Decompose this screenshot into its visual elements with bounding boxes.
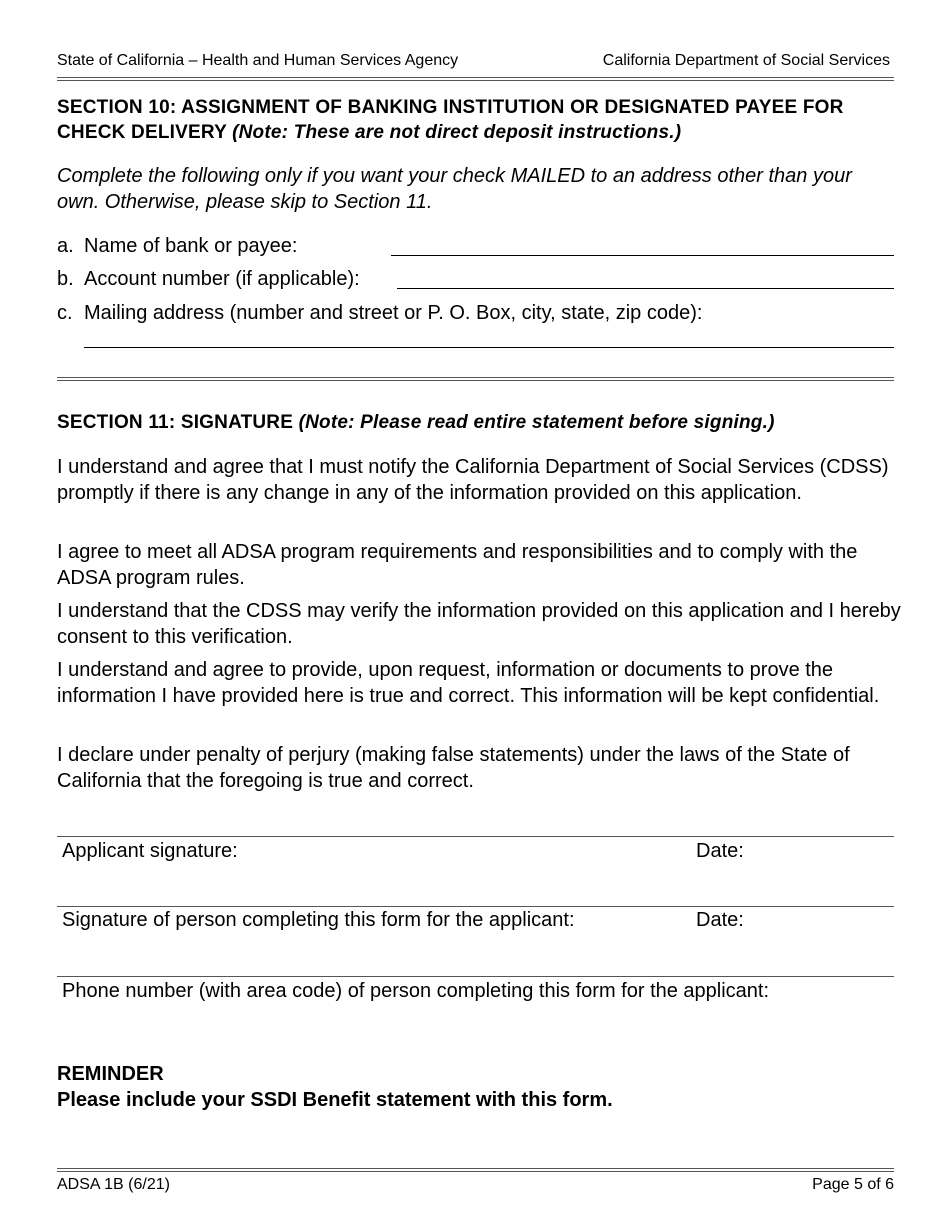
bank-name-input-line[interactable] [391, 255, 894, 256]
section-10-title [57, 95, 897, 145]
section-10-title-text: SECTION 10: ASSIGNMENT OF BANKING INSTITUTION OR DESIGNATED PAYEE FOR CHECK DELIVERY [57, 97, 844, 143]
mailing-address-label: Mailing address (number and street or P. O. Box, city, state, zip code): [84, 302, 703, 324]
header-agency: State of California – Health and Human Services Agency [57, 52, 459, 69]
signature-row-rule [57, 836, 894, 837]
section-10-note: (Note: These are not direct deposit instructions.) [232, 122, 682, 143]
preparer-signature-field[interactable] [57, 932, 687, 974]
signature-row-rule [57, 906, 894, 907]
field-a-marker: a. [57, 235, 74, 257]
preparer-phone-field[interactable] [57, 1004, 894, 1044]
footer-page-number: Page 5 of 6 [812, 1176, 894, 1193]
section-11-note: (Note: Please read entire statement before signing.) [298, 412, 775, 433]
preparer-signature-label: Signature of person completing this form for the applicant: [62, 909, 575, 931]
account-number-label: Account number (if applicable): [84, 268, 360, 290]
applicant-date-field[interactable] [696, 862, 894, 904]
section-11-title-text: SECTION 11: SIGNATURE [57, 412, 294, 433]
reminder-text: Please include your SSDI Benefit statement with this form. [57, 1089, 613, 1111]
preparer-phone-label: Phone number (with area code) of person completing this form for the applicant: [62, 980, 770, 1002]
section-divider [57, 377, 894, 381]
signature-row-rule [57, 976, 894, 977]
footer-form-id: ADSA 1B (6/21) [57, 1176, 170, 1193]
preparer-date-field[interactable] [696, 932, 894, 974]
statement-paragraph: I understand that the CDSS may verify the information provided on this application and I hereby consent to this verification. [57, 600, 901, 648]
mailing-address-input-line[interactable] [84, 347, 894, 348]
section-10-intro: Complete the following only if you want your check MAILED to an address other than your own. Otherwise, please skip to Section 11. [57, 165, 852, 213]
header-divider [57, 77, 894, 81]
applicant-date-label: Date: [696, 840, 744, 862]
statement-paragraph: I understand and agree to provide, upon request, information or documents to prove the information I have provided here is true and correct. This information will be kept confidential. [57, 659, 880, 707]
field-c-marker: c. [57, 302, 73, 324]
field-b-marker: b. [57, 268, 74, 290]
section-11-title [57, 410, 897, 435]
applicant-signature-field[interactable] [57, 862, 687, 904]
reminder-heading: REMINDER [57, 1063, 164, 1085]
statement-paragraph: I agree to meet all ADSA program requirements and responsibilities and to comply with the ADSA program rules. [57, 541, 858, 589]
account-number-input-line[interactable] [397, 288, 894, 289]
footer-divider [57, 1168, 894, 1172]
applicant-signature-label: Applicant signature: [62, 840, 238, 862]
bank-name-label: Name of bank or payee: [84, 235, 298, 257]
statement-paragraph: I understand and agree that I must notify the California Department of Social Services (CDSS) promptly if there is any change in any of the information provided on this application. [57, 456, 889, 504]
statement-paragraph: I declare under penalty of perjury (making false statements) under the laws of the State of California that the foregoing is true and correct. [57, 744, 850, 792]
header-department: California Department of Social Services [602, 52, 890, 69]
preparer-date-label: Date: [696, 909, 744, 931]
